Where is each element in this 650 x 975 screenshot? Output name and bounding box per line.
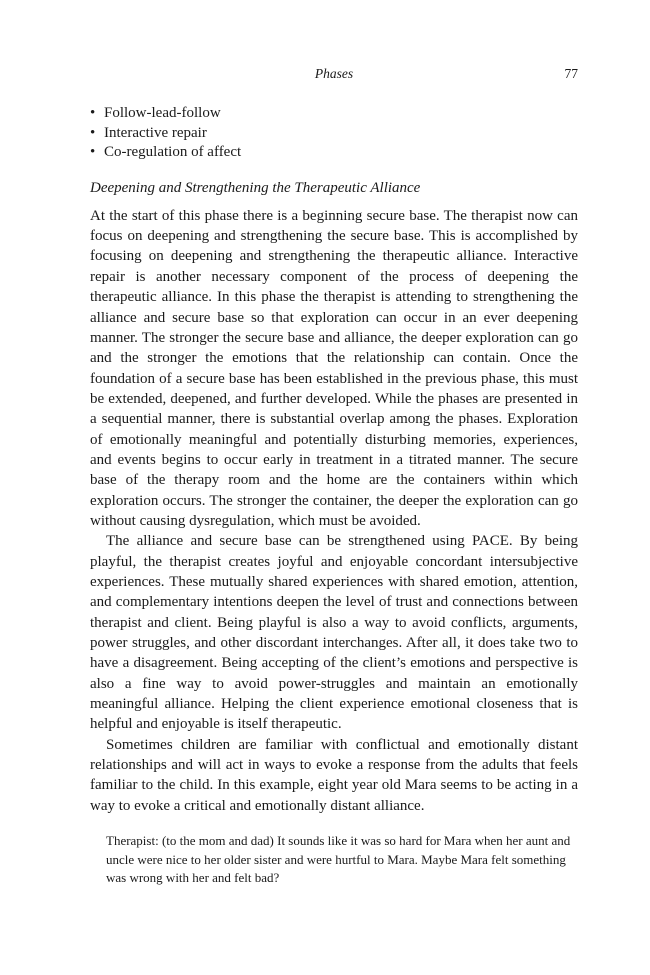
bullet-icon: • bbox=[90, 105, 96, 121]
running-head-title: Phases bbox=[314, 66, 354, 81]
section-heading: Deepening and Strengthening the Therapeutic Alliance bbox=[90, 179, 421, 196]
list-item-text: Co-regulation of affect bbox=[104, 144, 242, 161]
list-item bbox=[90, 124, 578, 144]
paragraph: The alliance and secure base can be strengthened using PACE. By being playful, the therapist creates joyful and enjoyable concordant intersubjective experiences. These mutually shared experiences with shared emotion, attention, and complementary intentions deepen the level of trust and connections between therapist and client. Being playful is also a way to avoid conflicts, arguments, power struggles, and other discordant interchanges. After all, it does take two to have a disagreement. Being accepting of the client’s emotions and perspective is also a fine way to avoid power-struggles and maintain an emotionally meaningful alliance. Helping the client experience emotional closeness that is helpful and enjoyable is itself therapeutic. bbox=[90, 533, 578, 733]
list-item-text: Follow-lead-follow bbox=[104, 105, 221, 121]
bullet-list bbox=[90, 104, 578, 163]
bullet-icon: • bbox=[90, 124, 96, 141]
running-head bbox=[90, 66, 578, 88]
paragraph: At the start of this phase there is a beginning secure base. The therapist now can focus on deepening and strengthening the secure base. This is accomplished by focusing on deepening and strengthening the therapeutic alliance. Interactive repair is another necessary component of the process of deepening the therapeutic alliance. In this phase the therapist is attending to strengthening the alliance and secure base so that exploration can occur in an ever deepening manner. The stronger the secure base and alliance, the deeper exploration can go and the stronger the emotions that the relationship can contain. Once the foundation of a secure base has been established in the previous phase, this must be extended, deepened, and further developed. While the phases are presented in a sequential manner, there is substantial overlap among the phases. Exploration of emotionally meaningful and potentially disturbing memories, experiences, and events begins to occur early in treatment in a titrated manner. The secure base of the therapy room and the home are the containers within which exploration occurs. The stronger the container, the deeper the exploration can go without causing dysregulation, which must be avoided. bbox=[90, 207, 578, 529]
list-item bbox=[90, 104, 578, 124]
list-item bbox=[90, 143, 578, 163]
bullet-icon: • bbox=[90, 144, 96, 161]
list-item-text: Interactive repair bbox=[104, 124, 207, 141]
book-page bbox=[90, 66, 578, 888]
page-number: 77 bbox=[564, 66, 578, 81]
dialogue-excerpt: Therapist: (to the mom and dad) It sounds like it was so hard for Mara when her aunt and uncle were nice to her older sister and were hurtful to Mara. Maybe Mara felt something was wrong with her and felt bad? bbox=[106, 833, 571, 886]
body-text bbox=[90, 206, 578, 816]
paragraph: Sometimes children are familiar with conflictual and emotionally distant relationships and will act in ways to evoke a response from the adults that feels familiar to the child. In this example, eight year old Mara seems to be acting in a way to evoke a critical and emotionally distant alliance. bbox=[90, 736, 578, 814]
